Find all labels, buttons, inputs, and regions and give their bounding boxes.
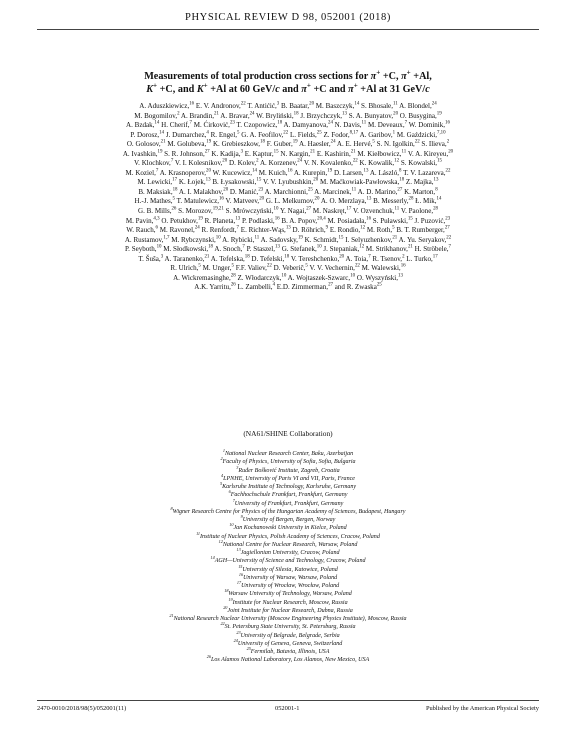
author-list: A. Aduszkiewicz,$^{16}$ E. V. Andronov,$^{22}$ T. Antićić,$^3$ B. Baatar,$^{20}$ M. Baszczyk,$^{14}$ S. Bhosale,$^{11}$ A. Blondel,$^{24}$ M. Bogomilov,$^2$ A. Brandin,$^{21}$ A. Bravar,$^{24}$ W. Bryliński,$^{18}$ J. Brzychczyk,$^{13}$ S. A. Bunyatov,$^{20}$ O. Busygina,$^{19}$ A. Bzdak,$^{14}$ H. Cherif,$^7$ M. Ćirković,$^{23}$ T. Czopowicz,$^{18}$ A. Damyanova,$^{24}$ N. Davis,$^{11}$ M. Deveaux,$^7$ W. Dominik,$^{16}$ P. Dorosz,$^{14}$ J. Dumarchez,$^4$ R. Engel,$^5$ G. A. Feofilov,$^{22}$ L. Fields,$^{25}$ Z. Fodor,$^{8,17}$ A. Garibov,$^1$ M. Gaździcki,$^{7,10}$ O. Golosov,$^{21}$ M. Golubeva,$^{19}$ K. Grebieszkow,$^{18}$ F. Guber,$^{19}$ A. Haesler,$^{24}$ A. E. Hervé,$^5$ S. N. Igolkin,$^{22}$ S. Ilieva,$^2$ A. Ivashkin,$^{19}$ S. R. Johnson,$^{27}$ K. Kadija,$^3$ E. Kaptur,$^{15}$ N. Kargin,$^{21}$ E. Kashirin,$^{21}$ M. Kiełbowicz,$^{11}$ V. A. Kireyeu,$^{20}$ V. Klochkov,$^7$ V. I. Kolesnikov,$^{20}$ D. Kolev,$^2$ A. Korzenev,$^{24}$ V. N. Kovalenko,$^{22}$ K. Kowalik,$^{12}$ S. Kowalski,$^{15}$ M. Koziel,$^7$ A. Krasnoperov,$^{20}$ W. Kucewicz,$^{14}$ M. Kuich,$^{16}$ A. Kurepin,$^{19}$ D. Larsen,$^{13}$ A. László,$^8$ T. V. Lazareva,$^{22}$ M. Lewicki,$^{17}$ K. Łojek,$^{13}$ B. Łysakowski,$^{15}$ V. V. Lyubushkin,$^{20}$ M. Maćkowiak-Pawłowska,$^{18}$ Z. Majka,$^{13}$ B. Maksiak,$^{18}$ A. I. Malakhov,$^{20}$ D. Manić,$^{23}$ A. Marchionni,$^{25}$ A. Marcinek,$^{11}$ A. D. Marino,$^{27}$ K. Marton,$^8$ H.-J. Mathes,$^5$ T. Matulewicz,$^{16}$ V. Matveev,$^{20}$ G. L. Melkumov,$^{20}$ A. O. Merzlaya,$^{13}$ B. Messerly,$^{28}$ Ł. Mik,$^{14}$ G. B. Mills,$^{26}$ S. Morozov,$^{19,21}$ S. Mrówczyński,$^{10}$ Y. Nagai,$^{27}$ M. Naskręt,$^{17}$ V. Ozvenchuk,$^{11}$ V. Paolone,$^{28}$ M. Pavin,$^{4,3}$ O. Petukhov,$^{19}$ R. Płaneta,$^{13}$ P. Podlaski,$^{16}$ B. A. Popov,$^{20,4}$ M. Posiadała,$^{16}$ S. Puławski,$^{15}$ J. Puzović,$^{23}$ W. Rauch,$^6$ M. Ravonel,$^{24}$ R. Renfordt,$^7$ E. Richter-Wąs,$^{13}$ D. Röhrich,$^9$ E. Rondio,$^{12}$ M. Roth,$^5$ B. T. Rumberger,$^{27}$ A. Rustamov,$^{1,7}$ M. Rybczynski,$^{10}$ A. Rybicki,$^{11}$ A. Sadovsky,$^{19}$ K. Schmidt,$^{15}$ I. Selyuzhenkov,$^{21}$ A. Yu. Seryakov,$^{22}$ P. Seyboth,$^{10}$ M. Słodkowski,$^{18}$ A. Snoch,$^7$ P. Staszel,$^{13}$ G. Stefanek,$^{10}$ J. Stepaniak,$^{12}$ M. Strikhanov,$^{21}$ H. Ströbele,$^7$ T. Šuša,$^3$ A. Taranenko,$^{21}$ A. Tefelska,$^{18}$ D. Tefelski,$^{18}$ V. Tereshchenko,$^{20}$ A. Toia,$^7$ R. Tsenov,$^2$ L. Turko,$^{17}$ R. Ulrich,$^5$ M. Unger,$^5$ F.F. Valiev,$^{22}$ D. Veberič,$^5$ V. V. Vechernin,$^{22}$ M. Walewski,$^{16}$ A. Wickremasinghe,$^{28}$ Z. Włodarczyk,$^{10}$ A. Wojtaszek-Szwarc,$^{10}$ O. Wyszyński,$^{13}$ A.K. Yarritu,$^{26}$ L. Zambelli,$^4$ E.D. Zimmerman,$^{27}$ and R. Zwaska$^{25}$ (122, 101, 454, 292)
footer-page-number: 052001-1 (275, 705, 300, 712)
collaboration-name: (NA61/SHINE Collaboration) (243, 429, 333, 438)
footer-rule (37, 700, 539, 701)
paper-title: Measurements of total production cross sections for π+ +C, π+ +Al, K+ +C, and K+ +Al at 60 GeV/c and π+ +C and π+ +Al at 31 GeV/c (144, 68, 432, 95)
journal-header: PHYSICAL REVIEW D 98, 052001 (2018) (185, 12, 391, 23)
footer-publisher: Published by the American Physical Society (425, 705, 539, 712)
affiliation-list: $^1$National Nuclear Research Center, Baku, Azerbaijan $^2$Faculty of Physics, University of Sofia, Sofia, Bulgaria $^3$Ruđer Bošković Institute, Zagreb, Croatia $^4$LPNHE, University of Paris VI and VII, Paris, France $^5$Karlsruhe Institute of Technology, Karlsruhe, Germany $^6$Fachhochschule Frankfurt, Frankfurt, Germany $^7$University of Frankfurt, Frankfurt, Germany $^8$Wigner Research Centre for Physics of the Hungarian Academy of Sciences, Budapest, Hungary $^9$University of Bergen, Bergen, Norway $^{10}$Jan Kochanowski University in Kielce, Poland $^{11}$Institute of Nuclear Physics, Polish Academy of Sciences, Cracow, Poland $^{12}$National Centre for Nuclear Research, Warsaw, Poland $^{13}$Jagiellonian University, Cracow, Poland $^{14}$AGH—University of Science and Technology, Cracow, Poland $^{15}$University of Silesia, Katowice, Poland $^{16}$University of Warsaw, Warsaw, Poland $^{17}$University of Wrocław, Wrocław, Poland $^{18}$Warsaw University of Technology, Warsaw, Poland $^{19}$Institute for Nuclear Research, Moscow, Russia $^{20}$Joint Institute for Nuclear Research, Dubna, Russia $^{21}$National Research Nuclear University (Moscow Engineering Physics Institute), Moscow, Russia $^{22}$St. Petersburg State University, St. Petersburg, Russia $^{23}$University of Belgrade, Belgrade, Serbia $^{24}$University of Geneva, Geneva, Switzerland $^{25}$Fermilab, Batavia, Illinois, USA $^{26}$Los Alamos National Laboratory, Los Alamos, New Mexico, USA (169, 447, 407, 664)
header-rule (37, 29, 539, 30)
footer-issn: 2470-0010/2018/98(5)/052001(11) (37, 705, 127, 712)
